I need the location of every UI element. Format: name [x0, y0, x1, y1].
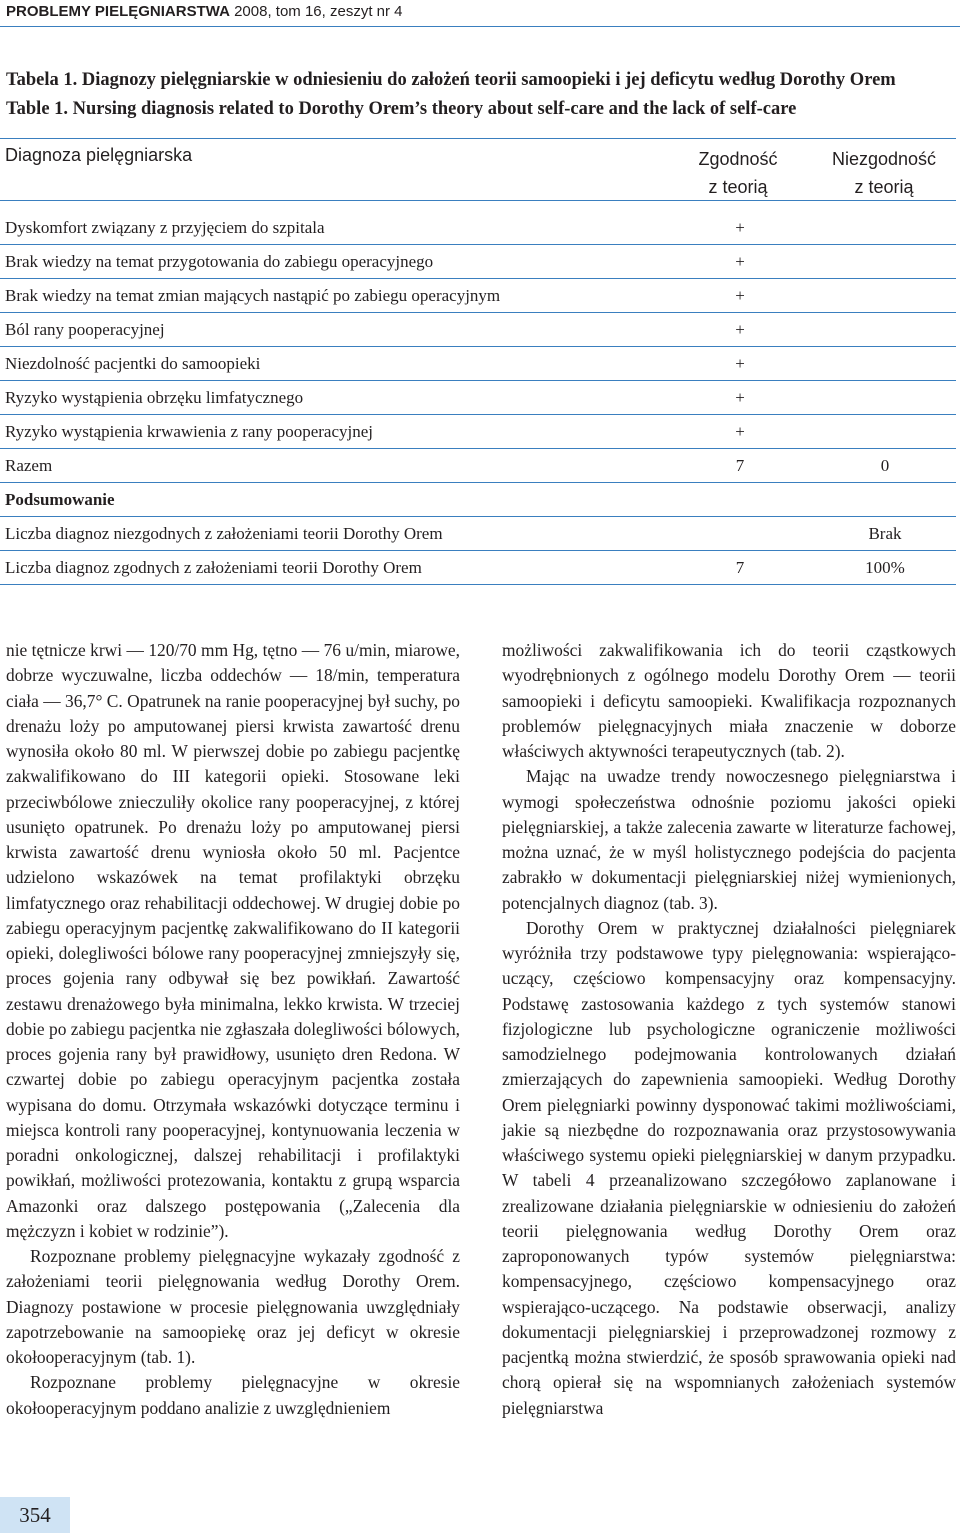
- table-row-total: [0, 449, 956, 483]
- row-label: Razem: [5, 456, 53, 475]
- row-label: Ryzyko wystąpienia krwawienia z rany pooperacyjnej: [5, 422, 373, 441]
- row-label: Liczba diagnoz niezgodnych z założeniami teorii Dorothy Orem: [5, 524, 443, 543]
- row-label: Ból rany pooperacyjnej: [5, 320, 165, 339]
- table-row: [0, 313, 956, 347]
- row-agree: +: [735, 422, 745, 441]
- table-row: [0, 381, 956, 415]
- row-label: Ryzyko wystąpienia obrzęku limfatycznego: [5, 388, 304, 407]
- table-row: [0, 211, 956, 245]
- table-row-summary: [0, 517, 956, 551]
- header-agree: [690, 145, 786, 201]
- journal-name: PROBLEMY PIELĘGNIARSTWA: [6, 3, 230, 20]
- row-agree: +: [735, 354, 745, 373]
- table-header: [0, 138, 956, 201]
- table-row: [0, 245, 956, 279]
- paragraph: Rozpoznane problemy pielęgnacyjne wykazały zgodność z założeniami teorii pielęgnowania według Dorothy Orem. Diagnozy postawione w procesie pielęgnowania uwzględniały zapotrzebowanie na samoopiekę oraz jej deficyt w okresie okołooperacyjnym (tab. 1).: [6, 1246, 460, 1367]
- paragraph: nie tętnicze krwi — 120/70 mm Hg, tętno — 76 u/min, miarowe, dobrze wyczuwalne, liczba oddechów — 18/min, temperatura ciała — 36,7° C. Opatrunek na ranie pooperacyjnej był suchy, po drenażu loży po amputowanej piersi krwista zawartość drenu wynosiła około 80 ml. W pierwszej dobie po zabiegu pacjentkę zakwalifikowano do III kategorii opieki. Stosowane leki przeciwbólowe znieczuliły okolice rany pooperacyjnej, z której usunięto opatrunek. Po drenażu loży po amputowanej piersi krwista zawartość drenu wyniosła około 50 ml. Pacjentce udzielono wskazówek na temat profilaktyki obrzęku limfatycznego oraz rehabilitacji oddechowej. W drugiej dobie po zabiegu operacyjnym pacjentkę zakwalifikowano do II kategorii opieki, dolegliwości bólowe rany pooperacyjnej zmniejszyły się, proces gojenia rany odbywał się bez powikłań. Zawartość zestawu drenażowego była minimalna, lekko krwista. W trzeciej dobie po zabiegu pacjentka nie zgłaszała dolegliwości bólowych, proces gojenia rany był prawidłowy, usunięto dren Redona. W czwartej dobie po zabiegu operacyjnym pacjentka została wypisana do domu. Otrzymała wskazówki dotyczące terminu i miejsca kontroli rany pooperacyjnej, kontynuowania leczenia w poradni onkologicznej, dalszej rehabilitacji i profilaktyki powikłań, możliwości protezowania, kontaktu z grupą wsparcia Amazonki oraz dalszego postępowania („Zalecenia dla mężczyzn i kobiet w rodzinie”).: [6, 640, 460, 1241]
- row-agree: +: [735, 286, 745, 305]
- row-agree: 7: [735, 456, 745, 475]
- table-row-summary: [0, 551, 956, 585]
- row-label: Liczba diagnoz zgodnych z założeniami teorii Dorothy Orem: [5, 558, 422, 577]
- table-row: [0, 279, 956, 313]
- summary-label: Podsumowanie: [5, 490, 115, 509]
- row-agree: +: [735, 218, 745, 237]
- paragraph: Rozpoznane problemy pielęgnacyjne w okresie okołooperacyjnym poddano analizie z uwzględnieniem: [6, 1372, 460, 1418]
- table-summary-heading: [0, 483, 956, 517]
- row-label: Niezdolność pacjentki do samoopieki: [5, 354, 261, 373]
- running-header: [0, 0, 960, 27]
- header-disagree: [822, 145, 946, 201]
- header-disagree-line1: Niezgodność: [831, 149, 937, 169]
- row-label: Brak wiedzy na temat zmian mających nastąpić po zabiegu operacyjnym: [5, 286, 501, 305]
- journal-title: [6, 3, 403, 20]
- table-caption-pl: Tabela 1. Diagnozy pielęgniarskie w odniesieniu do założeń teorii samoopieki i jej deficytu według Dorothy Orem: [6, 70, 896, 90]
- row-agree: +: [735, 252, 745, 271]
- row-disagree: 100%: [865, 558, 905, 577]
- row-label: Dyskomfort związany z przyjęciem do szpitala: [5, 218, 325, 237]
- table-row: [0, 415, 956, 449]
- header-diagnosis: Diagnoza pielęgniarska: [5, 145, 193, 165]
- row-disagree: Brak: [868, 524, 902, 543]
- paragraph: Mając na uwadze trendy nowoczesnego pielęgniarstwa i wymogi społeczeństwa odnośnie poziomu jakości opieki pielęgniarskiej, a także zalecenia zawarte w literaturze fachowej, można uznać, że w myśl holistycznego podejścia do pacjenta zabrakło w dokumentacji pielęgniarskiej niżej wymienionych, potencjalnych diagnoz (tab. 3).: [502, 766, 956, 913]
- row-agree: 7: [735, 558, 745, 577]
- diagnosis-table: [0, 138, 956, 585]
- table-row: [0, 347, 956, 381]
- journal-issue: 2008, tom 16, zeszyt nr 4: [229, 3, 403, 20]
- row-disagree: 0: [880, 456, 890, 475]
- page-number: 354: [0, 1497, 70, 1533]
- paragraph: Dorothy Orem w praktycznej działalności pielęgniarek wyróżniła trzy podstawowe typy pielęgnowania: wspierająco-uczący, częściowo kompensacyjny oraz kompensacyjny. Podstawę zastosowania każdego z tych systemów stanowi fizjologiczne lub psychologiczne ograniczenie możliwości samodzielnego podejmowania kontrolowanych działań zmierzających do zapewnienia samoopieki. Według Dorothy Orem pielęgniarki powinny dysponować takimi możliwościami, jakie są niezbędne do rozpoznawania oraz przystosowywania właściwego systemu opieki pielęgniarskiej w danym przypadku. W tabeli 4 przeanalizowano szczegółowo zaplanowane i zrealizowane działania pielęgniarskie w odniesieniu do założeń teorii pielęgnowania według Dorothy Orem oraz zaproponowanych typów systemów pielęgniarstwa: kompensacyjnego, częściowo kompensacyjnego oraz wspierająco-uczącego. Na podstawie obserwacji, analizy dokumentacji pielęgniarskiej i przeprowadzonej rozmowy z pacjentką można stwierdzić, że sposób sprawowania opieki nad chorą opierał się na wspomnianych założeniach systemów pielęgniarstwa: [502, 917, 956, 1418]
- paragraph: możliwości zakwalifikowania ich do teorii cząstkowych wyodrębnionych z ogólnego modelu Dorothy Orem — teorii samoopieki i deficytu samoopieki. Kwalifikacja rozpoznanych problemów pielęgnacyjnych miała znaczenie w doborze właściwych aktywności terapeutycznych (tab. 2).: [502, 640, 956, 761]
- row-label: Brak wiedzy na temat przygotowania do zabiegu operacyjnego: [5, 252, 434, 271]
- header-agree-line1: Zgodność: [698, 149, 778, 169]
- table-caption-en: Table 1. Nursing diagnosis related to Dorothy Orem’s theory about self-care and the lack of self-care: [6, 99, 797, 119]
- body-column-right: [502, 638, 956, 1421]
- header-agree-line2: z teorią: [708, 177, 768, 197]
- body-column-left: [6, 638, 460, 1421]
- table-caption: [6, 68, 956, 126]
- row-agree: +: [735, 320, 745, 339]
- row-agree: +: [735, 388, 745, 407]
- header-disagree-line2: z teorią: [854, 177, 914, 197]
